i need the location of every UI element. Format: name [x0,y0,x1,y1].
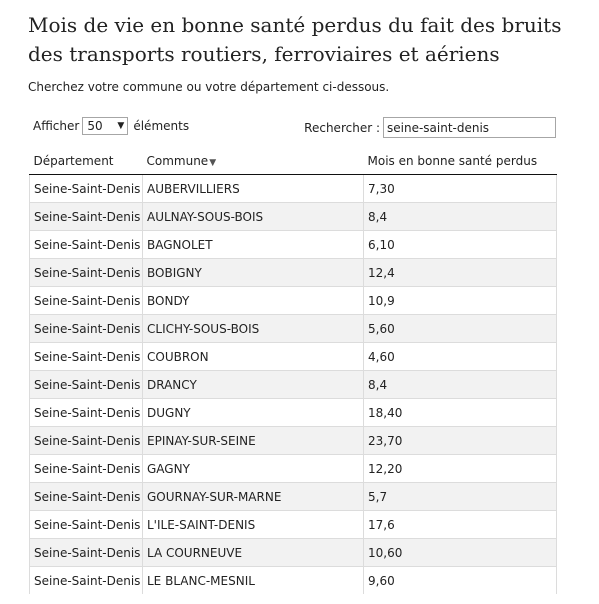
cell-department: Seine-Saint-Denis [30,203,143,231]
cell-department: Seine-Saint-Denis [30,175,143,203]
cell-department: Seine-Saint-Denis [30,427,143,455]
cell-department: Seine-Saint-Denis [30,231,143,259]
cell-months-lost: 5,60 [364,315,557,343]
show-label: Afficher [33,119,80,133]
cell-months-lost: 4,60 [364,343,557,371]
results-table [29,147,557,594]
cell-months-lost: 12,4 [364,259,557,287]
column-header-commune-label: Commune [146,153,209,168]
sort-descending-icon: ▼ [209,157,217,168]
cell-department: Seine-Saint-Denis [30,567,143,595]
column-header-commune[interactable] [143,147,364,175]
cell-months-lost: 5,7 [364,483,557,511]
search-input[interactable] [383,117,556,138]
cell-months-lost: 17,6 [364,511,557,539]
cell-months-lost: 6,10 [364,231,557,259]
cell-commune: COUBRON [143,343,364,371]
table-row [30,371,557,399]
cell-department: Seine-Saint-Denis [30,539,143,567]
cell-months-lost: 10,9 [364,287,557,315]
cell-commune: DUGNY [143,399,364,427]
cell-department: Seine-Saint-Denis [30,399,143,427]
cell-department: Seine-Saint-Denis [30,287,143,315]
cell-months-lost: 8,4 [364,371,557,399]
chevron-down-icon: ▼ [117,121,125,131]
table-row [30,427,557,455]
cell-department: Seine-Saint-Denis [30,259,143,287]
page-length-control [33,117,189,135]
table-row [30,343,557,371]
cell-commune: LE BLANC-MESNIL [143,567,364,595]
page-length-value: 50 [87,119,103,133]
table-row [30,231,557,259]
entries-label: éléments [133,119,190,133]
cell-commune: BONDY [143,287,364,315]
cell-commune: GAGNY [143,455,364,483]
search-control [304,117,556,138]
cell-department: Seine-Saint-Denis [30,483,143,511]
cell-department: Seine-Saint-Denis [30,371,143,399]
table-row [30,399,557,427]
cell-commune: LA COURNEUVE [143,539,364,567]
page-title: Mois de vie en bonne santé perdus du fait des bruits des transports routiers, ferroviaires et aériens [28,13,562,66]
column-header-department-label: Département [33,153,114,168]
cell-department: Seine-Saint-Denis [30,315,143,343]
cell-months-lost: 18,40 [364,399,557,427]
column-header-months-lost[interactable] [364,147,557,175]
cell-commune: AUBERVILLIERS [143,175,364,203]
table-row [30,567,557,595]
cell-commune: CLICHY-SOUS-BOIS [143,315,364,343]
table-body [30,175,557,595]
table-row [30,315,557,343]
results-table-wrap [29,147,556,594]
table-row [30,483,557,511]
table-row [30,175,557,203]
column-header-months-lost-label: Mois en bonne santé perdus [367,153,538,168]
cell-commune: L'ILE-SAINT-DENIS [143,511,364,539]
column-header-department[interactable] [30,147,143,175]
table-row [30,539,557,567]
cell-months-lost: 7,30 [364,175,557,203]
cell-months-lost: 23,70 [364,427,557,455]
cell-months-lost: 9,60 [364,567,557,595]
table-header-row [30,147,557,175]
cell-commune: BAGNOLET [143,231,364,259]
cell-department: Seine-Saint-Denis [30,455,143,483]
cell-commune: BOBIGNY [143,259,364,287]
search-label: Rechercher : [304,120,380,135]
table-row [30,287,557,315]
table-row [30,259,557,287]
cell-months-lost: 10,60 [364,539,557,567]
cell-commune: GOURNAY-SUR-MARNE [143,483,364,511]
cell-commune: DRANCY [143,371,364,399]
cell-department: Seine-Saint-Denis [30,343,143,371]
table-row [30,511,557,539]
cell-commune: AULNAY-SOUS-BOIS [143,203,364,231]
cell-months-lost: 8,4 [364,203,557,231]
page-length-select[interactable] [82,117,128,135]
cell-commune: EPINAY-SUR-SEINE [143,427,364,455]
page-subtitle: Cherchez votre commune ou votre département ci-dessous. [28,80,390,94]
table-row [30,455,557,483]
cell-months-lost: 12,20 [364,455,557,483]
table-row [30,203,557,231]
cell-department: Seine-Saint-Denis [30,511,143,539]
